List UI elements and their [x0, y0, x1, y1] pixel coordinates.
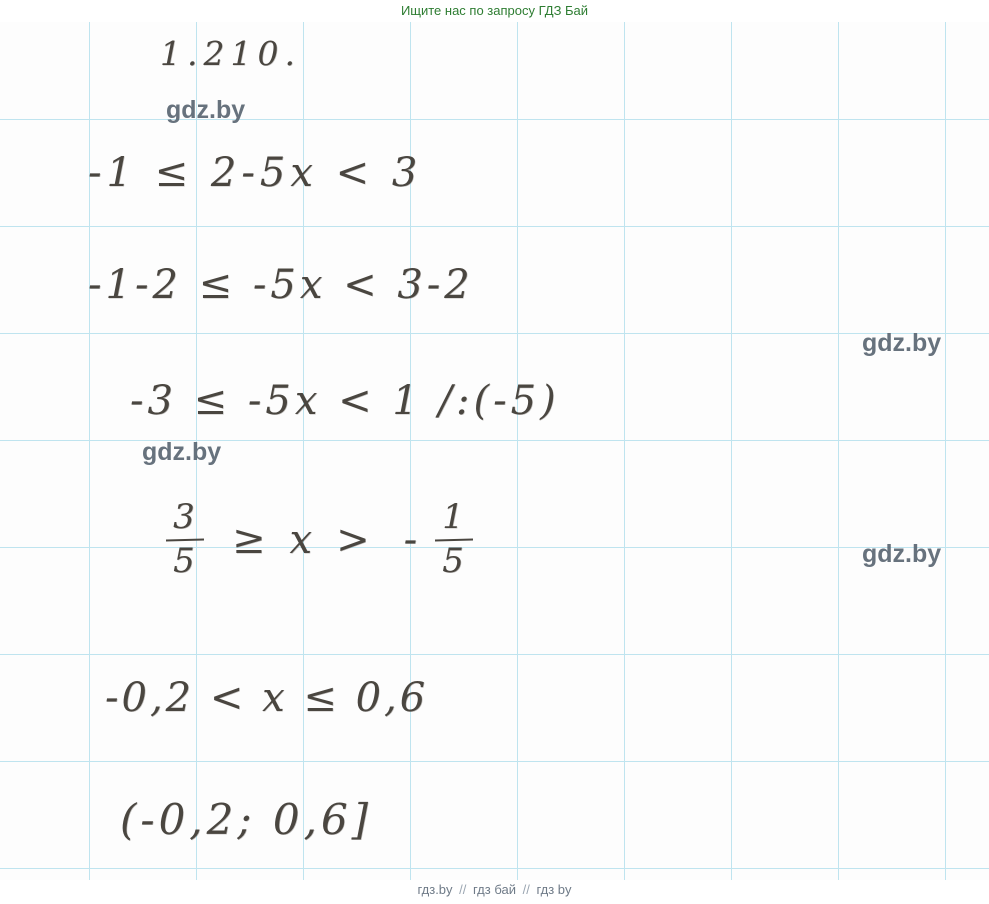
- fraction-denominator: 5: [442, 540, 466, 581]
- solution-line-2: -1-2 ≤ -5x < 3-2: [88, 262, 474, 308]
- task-number: 1.210.: [160, 34, 301, 73]
- top-promo-banner: Ищите нас по запросу ГДЗ Бай: [400, 3, 589, 18]
- watermark: gdz.by: [862, 540, 942, 568]
- bottom-part-1: гдз.by: [417, 882, 453, 897]
- bottom-separator-1: //: [459, 882, 467, 897]
- variable-x: x: [289, 516, 315, 563]
- minus-sign: -: [403, 516, 420, 563]
- watermark: gdz.by: [862, 329, 942, 357]
- fraction-numerator: 3: [173, 497, 197, 537]
- fraction-three-fifths: [166, 497, 204, 581]
- fraction-bar: [166, 538, 204, 541]
- fraction-numerator: 1: [442, 497, 466, 537]
- fraction-one-fifth: [435, 497, 473, 581]
- solution-line-1: -1 ≤ 2-5x < 3: [88, 150, 423, 196]
- bottom-part-2: гдз бай: [473, 882, 516, 897]
- bottom-separator-2: //: [522, 882, 530, 897]
- bottom-site-banner: [0, 882, 989, 898]
- solution-line-3: -3 ≤ -5x < 1 /:(-5): [130, 378, 560, 424]
- operator-greater-equal: ≥: [232, 516, 268, 563]
- fraction-bar: [435, 538, 473, 541]
- solution-line-interval: (-0,2; 0,6]: [120, 795, 373, 844]
- watermark: gdz.by: [142, 438, 222, 466]
- solution-line-decimal: -0,2 < x ≤ 0,6: [105, 675, 429, 721]
- watermark: gdz.by: [166, 96, 246, 124]
- operator-greater: >: [336, 516, 372, 563]
- fraction-denominator: 5: [173, 540, 197, 581]
- bottom-part-3: гдз by: [536, 882, 572, 897]
- solution-line-4-fractions: [160, 497, 479, 581]
